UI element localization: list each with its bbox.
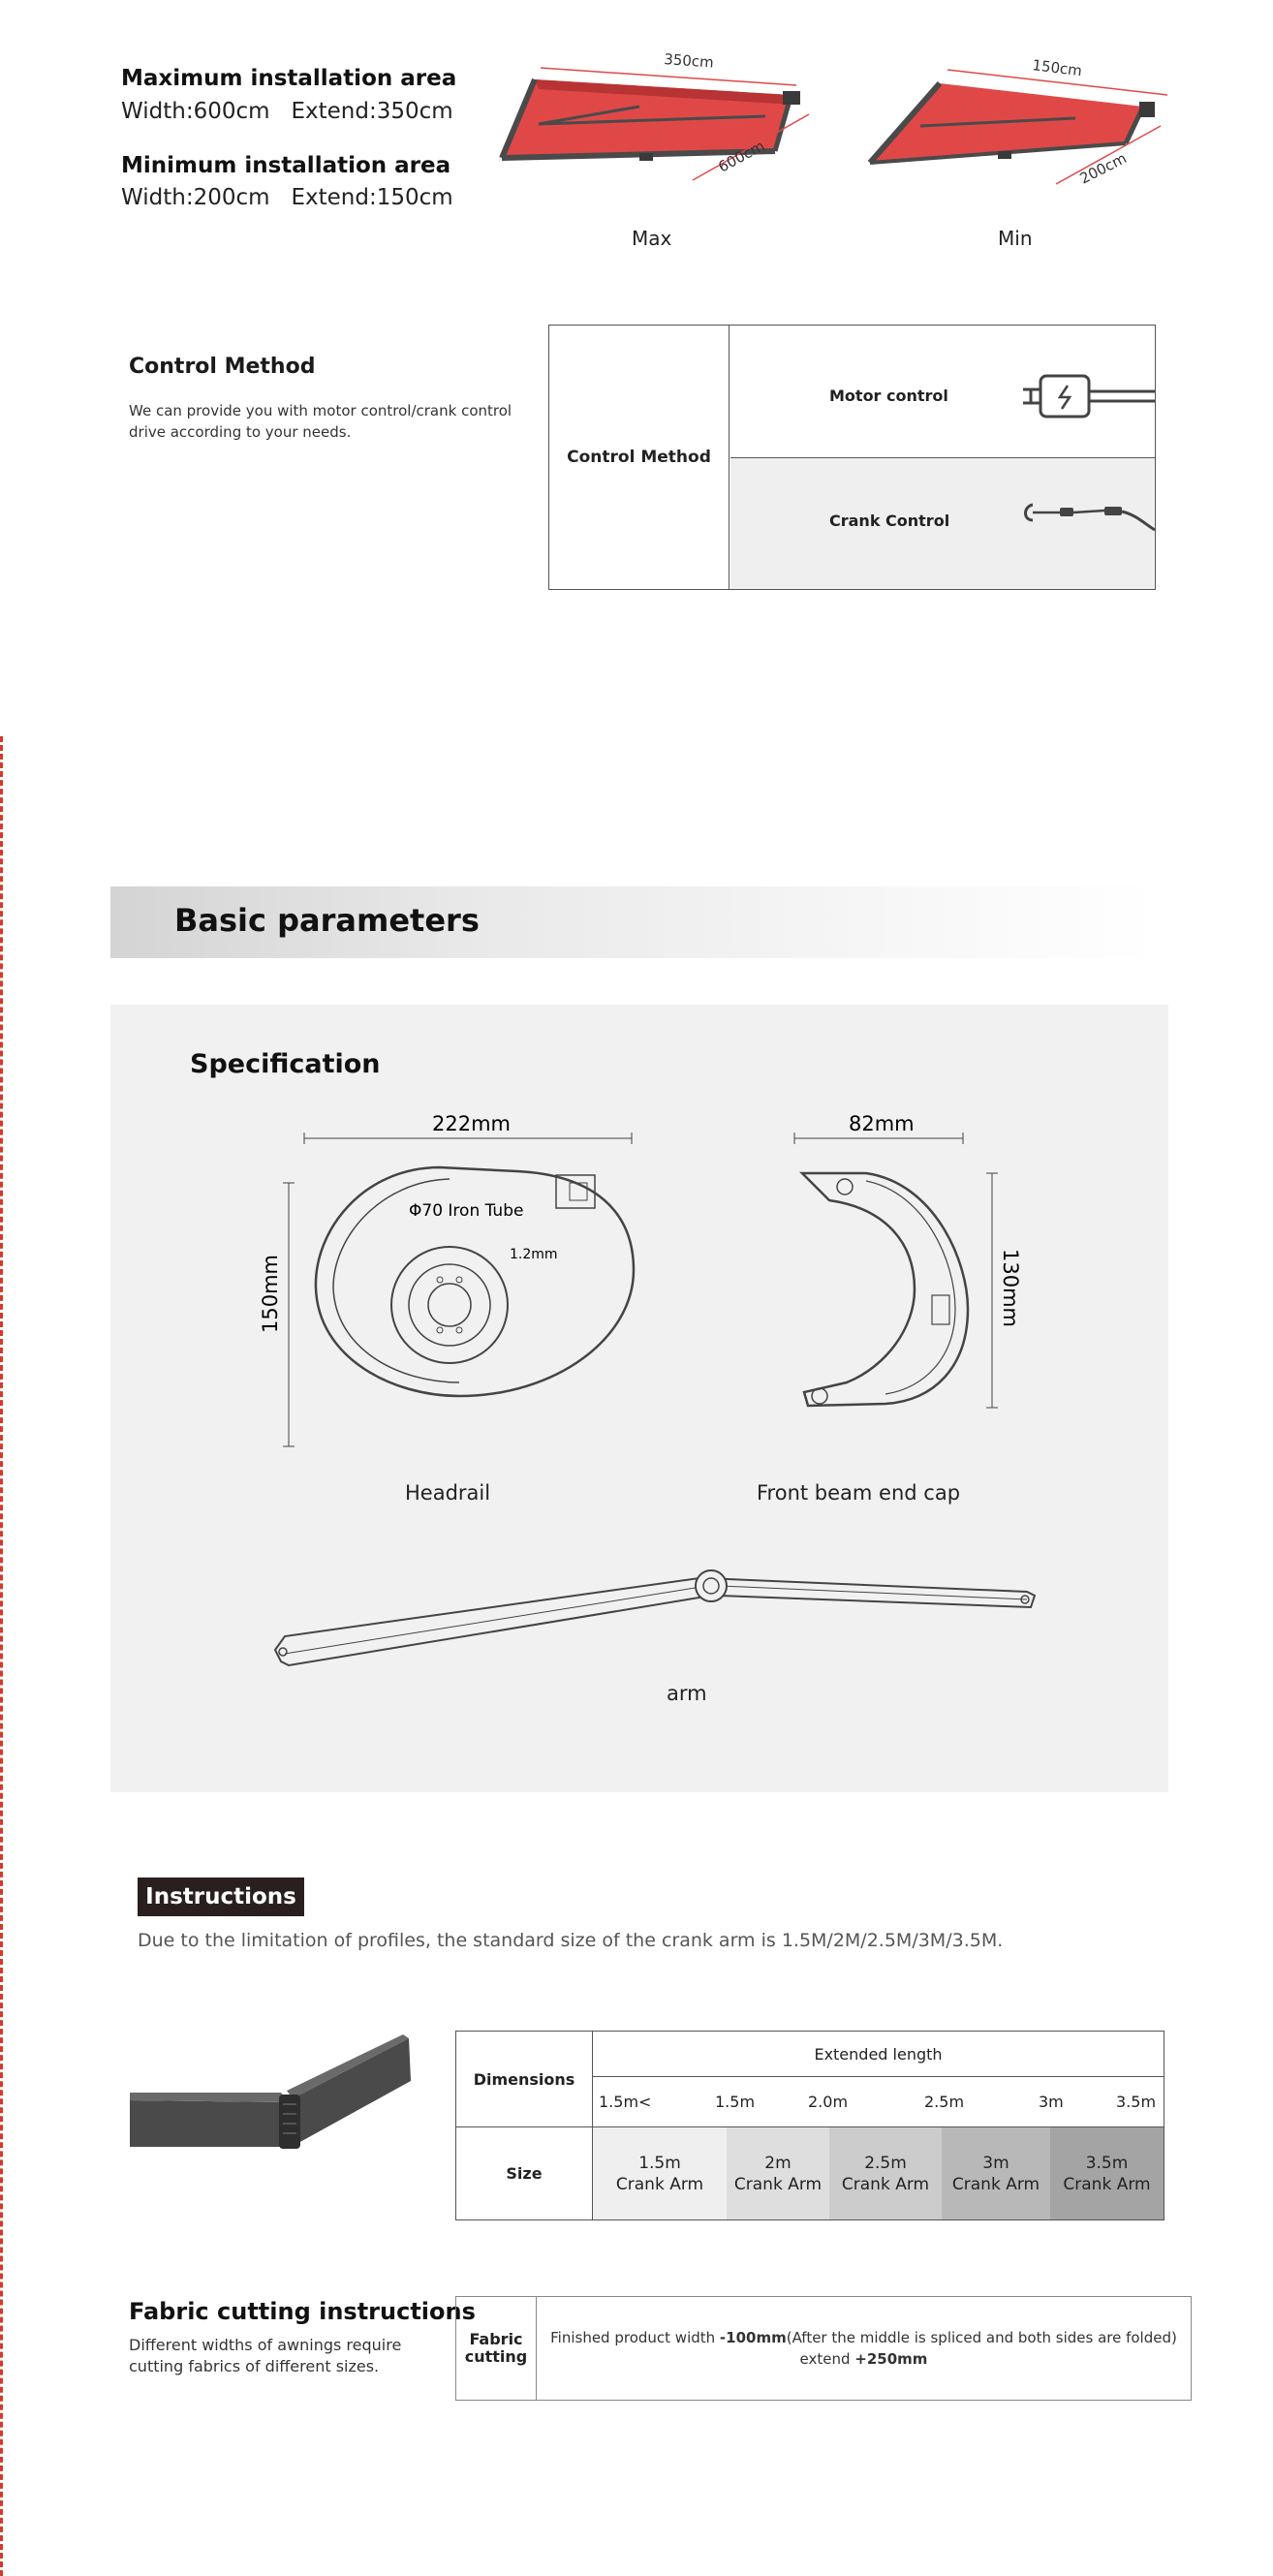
max-caption: Max (632, 227, 672, 250)
dimensions-header-cell (456, 2032, 593, 2127)
headrail-height-label: 150mm (259, 1255, 282, 1333)
fabric-row-label-cell (456, 2297, 537, 2400)
instructions-text: Due to the limitation of profiles, the standard size of the crank arm is 1.5M/2M/2.5M/3M/3.5M. (138, 1930, 1004, 1951)
crank-icon (1019, 495, 1155, 543)
max-width-value: Width:600cm (121, 99, 270, 124)
size-label: Size (506, 2164, 543, 2183)
size-unit: Crank Arm (1063, 2174, 1151, 2194)
control-row-crank (730, 458, 1155, 589)
min-width-value: Width:200cm (121, 185, 270, 210)
max-awning-illustration (484, 37, 823, 192)
size-unit: Crank Arm (951, 2174, 1040, 2194)
fabric-title: Fabric cutting instructions (129, 2298, 476, 2325)
size-unit: Crank Arm (615, 2174, 704, 2194)
motor-control-label: Motor control (829, 387, 948, 405)
control-description: We can provide you with motor control/crank control drive according to your needs. (129, 402, 512, 441)
fabric-cutting-table (455, 2296, 1192, 2401)
size-header-cell (456, 2127, 593, 2219)
size-cell-1-5m (593, 2127, 727, 2219)
wall-thickness-label: 1.2mm (510, 1247, 558, 1262)
size-unit: Crank Arm (841, 2174, 930, 2194)
max-side-dim: 600cm (715, 137, 768, 176)
left-dashed-border (0, 736, 3, 2576)
width-rule-prefix: Finished product width (550, 2329, 720, 2346)
control-method-table (548, 325, 1156, 590)
size-cell-2-5m (829, 2127, 942, 2219)
tube-label: Φ70 Iron Tube (409, 1201, 524, 1221)
fabric-description: Different widths of awnings require cutting fabrics of different sizes. (129, 2336, 402, 2375)
extended-length-label: Extended length (814, 2044, 943, 2064)
size-unit: Crank Arm (733, 2174, 823, 2194)
crank-arm-illustration (126, 2034, 417, 2160)
instructions-badge: Instructions (138, 1878, 304, 1916)
arm-drawing (265, 1557, 1060, 1673)
min-awning-illustration (853, 48, 1172, 194)
extended-length-header (593, 2032, 1164, 2077)
length-tick: 2.5m (924, 2093, 965, 2111)
fabric-extend-rule (800, 2348, 928, 2370)
width-rule-value: -100mm (719, 2329, 787, 2346)
extend-rule-value: +250mm (854, 2350, 928, 2368)
max-install-title: Maximum installation area (121, 66, 457, 91)
size-row (593, 2127, 1164, 2219)
plug-icon (1019, 370, 1155, 419)
control-table-header-cell (549, 326, 730, 589)
basic-parameters-banner (110, 886, 1159, 958)
length-tick: 1.5m (715, 2093, 756, 2111)
headrail-caption: Headrail (405, 1481, 491, 1505)
specification-title: Specification (190, 1049, 381, 1079)
min-side-dim: 200cm (1076, 149, 1130, 188)
length-tick: 2.0m (808, 2093, 849, 2111)
extend-rule-prefix: extend (799, 2350, 855, 2368)
length-scale-row (593, 2077, 1164, 2127)
basic-parameters-title: Basic parameters (174, 902, 480, 939)
min-install-title: Minimum installation area (121, 153, 451, 178)
dimensions-label: Dimensions (473, 2069, 575, 2089)
min-top-dim: 150cm (1031, 56, 1083, 80)
max-extend-value: Extend:350cm (291, 99, 453, 124)
max-install-values (121, 99, 453, 124)
size-value: 3.5m (1085, 2153, 1129, 2173)
control-row-motor (730, 326, 1155, 458)
endcap-width-label: 82mm (849, 1112, 915, 1135)
crank-arm-size-table (455, 2031, 1164, 2220)
size-cell-3-5m (1050, 2127, 1164, 2219)
specification-panel (110, 1005, 1168, 1792)
length-tick: 3m (1039, 2093, 1064, 2111)
endcap-caption: Front beam end cap (757, 1481, 961, 1505)
max-top-dim: 350cm (663, 50, 715, 72)
fabric-width-rule (550, 2327, 1177, 2348)
min-install-values (121, 185, 453, 210)
headrail-width-label: 222mm (432, 1112, 511, 1135)
control-table-header: Control Method (567, 448, 711, 467)
min-caption: Min (998, 227, 1033, 250)
control-title: Control Method (129, 355, 316, 379)
arm-caption: arm (667, 1682, 707, 1705)
size-value: 2m (764, 2153, 792, 2173)
endcap-height-label: 130mm (999, 1249, 1022, 1327)
width-rule-suffix: (After the middle is spliced and both sides are folded) (786, 2329, 1177, 2346)
min-extend-value: Extend:150cm (291, 185, 453, 210)
headrail-drawing (246, 1112, 750, 1415)
length-tick: 1.5m< (599, 2093, 652, 2111)
length-tick: 3.5m (1116, 2093, 1157, 2111)
size-value: 3m (982, 2153, 1009, 2173)
fabric-rule-cell (537, 2297, 1191, 2400)
size-value: 1.5m (638, 2153, 681, 2173)
size-value: 2.5m (864, 2153, 907, 2173)
endcap-drawing (769, 1112, 1060, 1415)
size-cell-3m (942, 2127, 1050, 2219)
size-cell-2m (727, 2127, 829, 2219)
crank-control-label: Crank Control (829, 512, 950, 530)
fabric-row-label: Fabric cutting (464, 2330, 528, 2366)
